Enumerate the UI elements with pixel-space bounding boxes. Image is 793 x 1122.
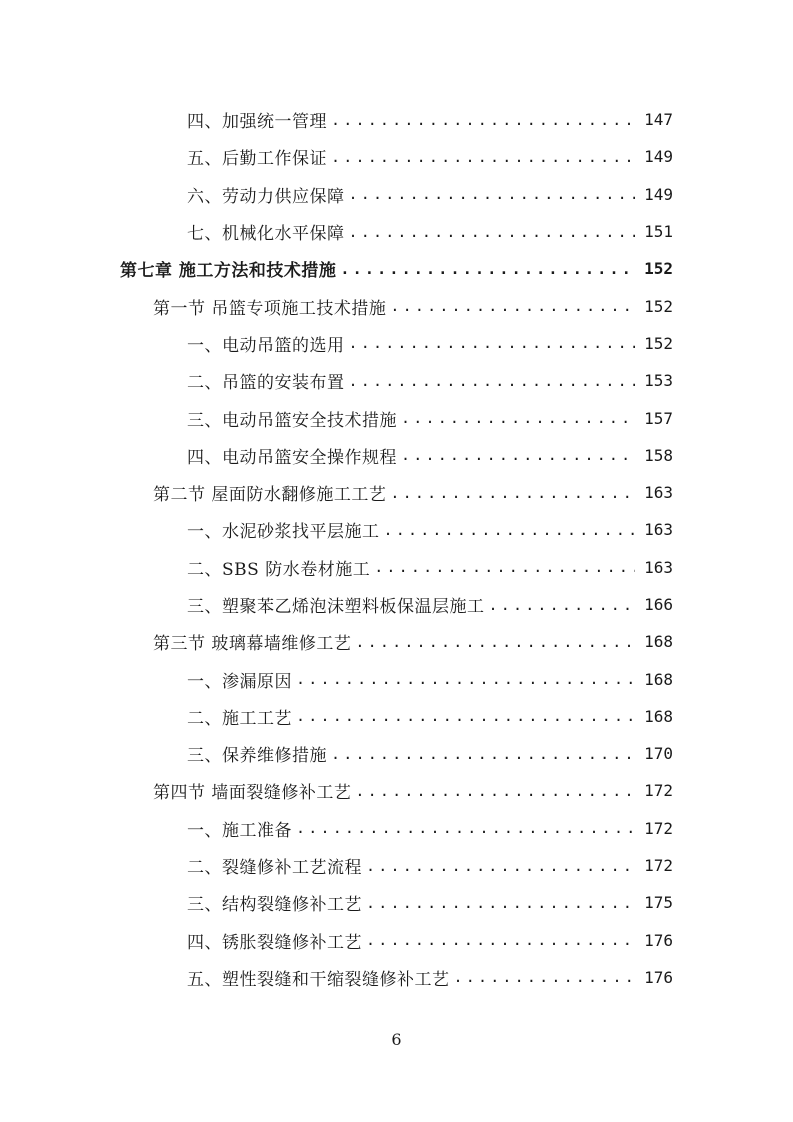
toc-entry-page: 158: [644, 445, 673, 465]
toc-dot-leader: [384, 521, 636, 539]
toc-entry-title: 三、结构裂缝修补工艺: [187, 895, 362, 916]
toc-entry-page: 172: [644, 856, 673, 876]
toc-entry[interactable]: [0, 213, 793, 250]
toc-entry-page: 166: [644, 595, 673, 614]
toc-dot-leader: [366, 931, 635, 949]
toc-entry[interactable]: [0, 399, 793, 436]
toc-entry-page: 152: [644, 259, 673, 279]
toc-entry-page: 168: [644, 632, 673, 652]
toc-section-entry[interactable]: [0, 287, 793, 324]
toc-entry-title: 三、保养维修措施: [187, 746, 327, 767]
toc-entry-page: 176: [644, 967, 673, 987]
toc-entry-page: 152: [644, 333, 673, 353]
toc-entry-page: 163: [644, 483, 673, 503]
toc-dot-leader: [349, 223, 636, 241]
toc-section-entry[interactable]: [0, 772, 793, 809]
toc-entry-title: 六、劳动力供应保障: [187, 186, 345, 207]
toc-entry-page: 168: [644, 669, 673, 689]
toc-entry-title: 第一节 吊篮专项施工技术措施: [153, 298, 387, 319]
toc-entry-page: 163: [644, 557, 673, 577]
toc-dot-leader: [331, 148, 635, 166]
toc-dot-leader: [390, 297, 635, 315]
toc-entry-page: 168: [644, 706, 673, 726]
toc-entry[interactable]: [0, 176, 793, 213]
toc-entry-title: 四、电动吊篮安全操作规程: [187, 447, 397, 468]
toc-entry-title: 二、吊篮的安装布置: [187, 373, 345, 394]
toc-dot-leader: [355, 782, 635, 800]
toc-entry-page: 163: [644, 520, 673, 540]
page-number: 6: [391, 1030, 402, 1049]
toc-dot-leader: [296, 819, 635, 837]
toc-entry[interactable]: [0, 959, 793, 996]
toc-entry-title: 二、裂缝修补工艺流程: [187, 858, 362, 879]
toc-entry-title: 一、水泥砂浆找平层施工: [187, 522, 380, 543]
toc-entry[interactable]: [0, 437, 793, 474]
toc-section-entry[interactable]: [0, 623, 793, 660]
toc-entry-page: 147: [644, 110, 673, 130]
toc-entry[interactable]: [0, 325, 793, 362]
toc-entry-title: 五、塑性裂缝和干缩裂缝修补工艺: [187, 969, 450, 990]
toc-entry[interactable]: [0, 586, 793, 623]
toc-entry-page: 152: [644, 296, 673, 316]
toc-entry[interactable]: [0, 138, 793, 175]
toc-entry-title: 三、电动吊篮安全技术措施: [187, 410, 397, 431]
toc-dot-leader: [349, 372, 636, 390]
toc-chapter-entry[interactable]: [0, 250, 793, 287]
toc-entry-title: 第七章 施工方法和技术措施: [120, 261, 337, 282]
toc-dot-leader: [366, 857, 635, 875]
toc-entry[interactable]: [0, 101, 793, 138]
toc-entry[interactable]: [0, 362, 793, 399]
toc-entry-title: 二、SBS 防水卷材施工: [187, 559, 371, 580]
toc-entry-page: 151: [644, 222, 673, 242]
table-of-contents: [0, 101, 793, 996]
toc-entry-page: 172: [644, 781, 673, 801]
toc-entry-title: 第三节 玻璃幕墙维修工艺: [153, 634, 352, 655]
toc-entry-page: 175: [644, 893, 673, 913]
toc-dot-leader: [401, 446, 635, 464]
toc-entry-page: 170: [644, 744, 673, 764]
toc-entry-title: 一、施工准备: [187, 820, 292, 841]
toc-dot-leader: [366, 894, 635, 912]
toc-dot-leader: [331, 111, 635, 129]
toc-entry-page: 149: [644, 184, 673, 204]
toc-dot-leader: [390, 484, 635, 502]
toc-entry-title: 一、电动吊篮的选用: [187, 335, 345, 356]
toc-entry-title: 第四节 墙面裂缝修补工艺: [153, 783, 352, 804]
toc-dot-leader: [349, 185, 636, 203]
toc-dot-leader: [331, 745, 635, 763]
toc-entry-title: 二、施工工艺: [187, 708, 292, 729]
toc-entry-title: 三、塑聚苯乙烯泡沫塑料板保温层施工: [187, 597, 485, 617]
toc-section-entry[interactable]: [0, 474, 793, 511]
toc-entry-title: 四、加强统一管理: [187, 112, 327, 133]
toc-entry-page: 172: [644, 818, 673, 838]
toc-dot-leader: [489, 596, 636, 614]
toc-dot-leader: [296, 670, 635, 688]
toc-dot-leader: [374, 558, 635, 576]
toc-dot-leader: [296, 707, 635, 725]
toc-entry[interactable]: [0, 735, 793, 772]
toc-dot-leader: [355, 633, 635, 651]
toc-dot-leader: [454, 968, 636, 986]
toc-entry[interactable]: [0, 847, 793, 884]
toc-entry-title: 四、锈胀裂缝修补工艺: [187, 932, 362, 953]
toc-entry[interactable]: [0, 698, 793, 735]
toc-entry[interactable]: [0, 549, 793, 586]
toc-entry[interactable]: [0, 660, 793, 697]
toc-entry-page: 176: [644, 930, 673, 950]
toc-entry-page: 153: [644, 371, 673, 391]
toc-dot-leader: [349, 334, 636, 352]
toc-entry-title: 一、渗漏原因: [187, 671, 292, 692]
toc-entry-page: 157: [644, 408, 673, 428]
toc-dot-leader: [401, 409, 635, 427]
toc-entry[interactable]: [0, 810, 793, 847]
toc-entry-title: 第二节 屋面防水翻修施工工艺: [153, 485, 387, 506]
toc-dot-leader: [340, 260, 635, 278]
toc-entry-title: 七、机械化水平保障: [187, 224, 345, 245]
toc-entry[interactable]: [0, 884, 793, 921]
toc-entry[interactable]: [0, 511, 793, 548]
toc-entry[interactable]: [0, 922, 793, 959]
toc-entry-page: 149: [644, 147, 673, 167]
toc-entry-title: 五、后勤工作保证: [187, 149, 327, 170]
